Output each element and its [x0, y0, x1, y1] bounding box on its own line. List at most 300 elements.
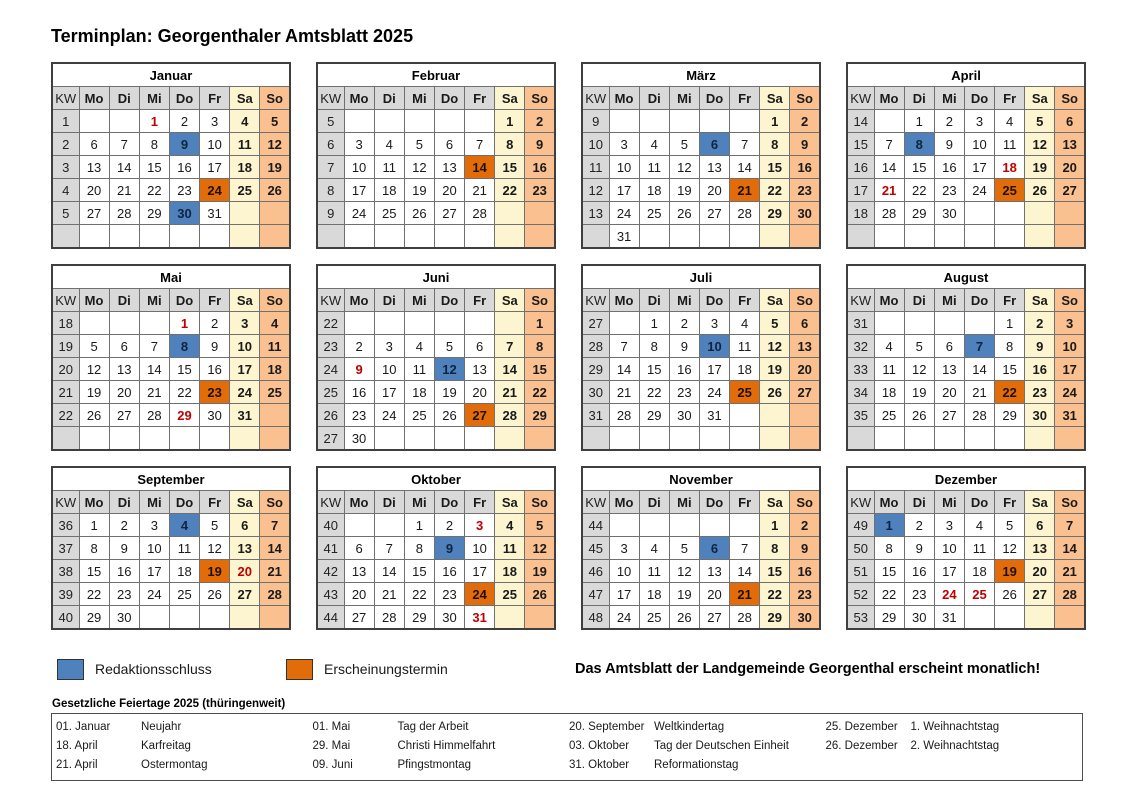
day-cell: 18	[169, 560, 199, 583]
day-cell: 27	[79, 202, 109, 225]
day-cell: 29	[995, 404, 1025, 427]
day-cell	[139, 427, 169, 451]
day-header-sa: Sa	[495, 87, 525, 110]
day-cell	[230, 202, 260, 225]
day-cell	[434, 225, 464, 249]
day-cell	[1055, 225, 1085, 249]
holiday-day-cell: 9	[344, 358, 374, 381]
day-cell	[404, 225, 434, 249]
day-cell: 24	[374, 404, 404, 427]
day-header-di: Di	[639, 289, 669, 312]
kw-cell: 36	[52, 514, 79, 537]
day-cell: 4	[995, 110, 1025, 133]
holiday-date: 01. Mai	[312, 721, 351, 733]
day-cell	[904, 427, 934, 451]
day-cell: 17	[964, 156, 994, 179]
day-cell	[730, 404, 760, 427]
day-cell: 16	[669, 358, 699, 381]
day-header-mo: Mo	[79, 491, 109, 514]
day-cell: 10	[230, 335, 260, 358]
day-cell: 17	[1055, 358, 1085, 381]
day-cell: 1	[525, 312, 555, 335]
day-header-mo: Mo	[609, 87, 639, 110]
kw-cell: 47	[582, 583, 609, 606]
day-cell: 5	[200, 514, 230, 537]
day-cell	[374, 514, 404, 537]
day-cell	[934, 312, 964, 335]
day-cell: 28	[874, 202, 904, 225]
day-cell: 19	[904, 381, 934, 404]
kw-cell: 4	[52, 179, 79, 202]
day-cell	[904, 312, 934, 335]
holiday-entry	[569, 756, 826, 775]
day-cell	[525, 606, 555, 630]
day-cell	[639, 514, 669, 537]
day-cell: 14	[374, 560, 404, 583]
kw-cell	[52, 427, 79, 451]
day-cell: 11	[639, 560, 669, 583]
day-cell: 2	[669, 312, 699, 335]
day-cell: 18	[730, 358, 760, 381]
day-cell: 28	[609, 404, 639, 427]
day-cell: 12	[200, 537, 230, 560]
day-cell	[260, 606, 290, 630]
day-cell	[609, 110, 639, 133]
day-cell	[465, 225, 495, 249]
holiday-column	[56, 718, 313, 775]
day-cell: 10	[1055, 335, 1085, 358]
deadline-day-cell: 30	[169, 202, 199, 225]
day-cell: 10	[344, 156, 374, 179]
day-header-do: Do	[699, 491, 729, 514]
deadline-day-cell: 9	[434, 537, 464, 560]
holiday-entry	[569, 718, 826, 737]
day-header-kw: KW	[582, 87, 609, 110]
kw-cell: 23	[317, 335, 344, 358]
day-cell: 11	[874, 358, 904, 381]
kw-cell: 20	[52, 358, 79, 381]
day-cell	[344, 312, 374, 335]
month-title: September	[52, 467, 290, 491]
holiday-name: Ostermontag	[141, 759, 208, 771]
day-cell	[730, 225, 760, 249]
day-header-mo: Mo	[609, 289, 639, 312]
day-cell: 8	[760, 537, 790, 560]
kw-cell: 44	[317, 606, 344, 630]
day-cell	[699, 225, 729, 249]
day-cell	[79, 110, 109, 133]
holiday-date: 18. April	[56, 740, 98, 752]
holiday-date: 25. Dezember	[825, 721, 898, 733]
day-cell: 13	[79, 156, 109, 179]
day-cell: 15	[874, 560, 904, 583]
kw-cell: 16	[847, 156, 874, 179]
day-cell: 7	[730, 537, 760, 560]
day-cell	[1055, 202, 1085, 225]
day-cell: 15	[169, 358, 199, 381]
month-title: Februar	[317, 63, 555, 87]
day-header-mi: Mi	[669, 491, 699, 514]
day-cell: 16	[200, 358, 230, 381]
day-cell: 3	[964, 110, 994, 133]
day-cell: 6	[1055, 110, 1085, 133]
day-header-mi: Mi	[139, 289, 169, 312]
day-header-kw: KW	[582, 289, 609, 312]
day-cell: 29	[79, 606, 109, 630]
day-cell: 26	[200, 583, 230, 606]
day-header-so: So	[790, 87, 820, 110]
day-cell	[495, 225, 525, 249]
day-header-di: Di	[374, 491, 404, 514]
day-cell	[730, 427, 760, 451]
day-header-do: Do	[169, 289, 199, 312]
publish-label: Erscheinungstermin	[324, 661, 448, 677]
day-cell: 15	[404, 560, 434, 583]
day-cell: 20	[465, 381, 495, 404]
day-cell: 12	[669, 156, 699, 179]
publish-day-cell: 24	[200, 179, 230, 202]
kw-cell: 12	[582, 179, 609, 202]
day-cell: 28	[139, 404, 169, 427]
day-cell: 4	[495, 514, 525, 537]
day-header-kw: KW	[847, 289, 874, 312]
day-cell: 5	[434, 335, 464, 358]
day-cell: 21	[139, 381, 169, 404]
kw-cell	[582, 225, 609, 249]
day-cell: 30	[790, 606, 820, 630]
day-cell: 1	[79, 514, 109, 537]
day-cell: 7	[465, 133, 495, 156]
day-cell: 23	[344, 404, 374, 427]
day-cell: 13	[699, 560, 729, 583]
holiday-name: Karfreitag	[141, 740, 191, 752]
day-cell: 30	[669, 404, 699, 427]
day-header-mi: Mi	[934, 87, 964, 110]
day-cell: 10	[465, 537, 495, 560]
day-cell: 16	[169, 156, 199, 179]
day-cell: 5	[79, 335, 109, 358]
day-cell: 8	[139, 133, 169, 156]
day-header-fr: Fr	[730, 87, 760, 110]
day-header-mo: Mo	[609, 491, 639, 514]
day-cell: 26	[404, 202, 434, 225]
kw-cell: 46	[582, 560, 609, 583]
day-cell: 16	[790, 560, 820, 583]
holiday-date: 03. Oktober	[569, 740, 630, 752]
day-cell: 19	[669, 179, 699, 202]
kw-cell: 44	[582, 514, 609, 537]
day-header-di: Di	[109, 87, 139, 110]
day-header-mo: Mo	[344, 491, 374, 514]
kw-cell: 9	[317, 202, 344, 225]
day-header-do: Do	[699, 87, 729, 110]
day-header-di: Di	[374, 87, 404, 110]
day-cell: 19	[760, 358, 790, 381]
holiday-entry	[313, 718, 570, 737]
holiday-entry	[56, 756, 313, 775]
day-cell: 17	[344, 179, 374, 202]
month-table-juli	[581, 264, 821, 451]
day-cell: 19	[260, 156, 290, 179]
day-cell: 28	[964, 404, 994, 427]
day-cell: 18	[495, 560, 525, 583]
kw-cell: 37	[52, 537, 79, 560]
holiday-entry	[56, 718, 313, 737]
day-cell	[730, 110, 760, 133]
day-cell: 14	[1055, 537, 1085, 560]
holiday-name: Pfingstmontag	[397, 759, 472, 771]
day-cell: 29	[904, 202, 934, 225]
deadline-day-cell: 1	[874, 514, 904, 537]
day-cell: 16	[904, 560, 934, 583]
kw-cell: 18	[847, 202, 874, 225]
day-cell: 3	[609, 133, 639, 156]
day-cell	[964, 225, 994, 249]
day-cell: 23	[525, 179, 555, 202]
day-cell	[374, 427, 404, 451]
day-header-fr: Fr	[730, 289, 760, 312]
day-header-so: So	[1055, 491, 1085, 514]
day-cell: 28	[465, 202, 495, 225]
day-cell: 14	[730, 156, 760, 179]
day-header-kw: KW	[582, 491, 609, 514]
day-cell: 2	[169, 110, 199, 133]
day-cell: 22	[404, 583, 434, 606]
kw-cell: 38	[52, 560, 79, 583]
day-cell: 15	[904, 156, 934, 179]
day-cell: 27	[790, 381, 820, 404]
holiday-day-cell: 31	[465, 606, 495, 630]
day-cell: 11	[730, 335, 760, 358]
legend	[51, 656, 1083, 682]
day-cell	[964, 202, 994, 225]
day-header-kw: KW	[317, 289, 344, 312]
kw-cell: 24	[317, 358, 344, 381]
day-cell: 3	[230, 312, 260, 335]
day-cell: 26	[904, 404, 934, 427]
day-cell	[790, 427, 820, 451]
day-cell: 6	[230, 514, 260, 537]
day-header-fr: Fr	[995, 289, 1025, 312]
day-cell: 8	[760, 133, 790, 156]
day-cell: 30	[904, 606, 934, 630]
holidays-box	[51, 713, 1083, 781]
holiday-entry	[313, 756, 570, 775]
day-header-do: Do	[964, 87, 994, 110]
day-header-sa: Sa	[495, 491, 525, 514]
publish-day-cell: 24	[465, 583, 495, 606]
holiday-date: 21. April	[56, 759, 98, 771]
day-cell: 25	[404, 404, 434, 427]
day-cell	[964, 312, 994, 335]
day-cell: 12	[904, 358, 934, 381]
day-cell: 17	[609, 179, 639, 202]
holiday-date: 26. Dezember	[825, 740, 898, 752]
day-cell: 17	[230, 358, 260, 381]
day-cell: 18	[874, 381, 904, 404]
day-cell: 8	[995, 335, 1025, 358]
day-cell: 5	[404, 133, 434, 156]
day-cell: 4	[639, 537, 669, 560]
day-header-so: So	[1055, 87, 1085, 110]
day-cell: 22	[79, 583, 109, 606]
day-cell: 25	[260, 381, 290, 404]
kw-cell: 11	[582, 156, 609, 179]
day-header-di: Di	[904, 289, 934, 312]
day-cell	[760, 404, 790, 427]
publish-day-cell: 21	[730, 583, 760, 606]
deadline-day-cell: 6	[699, 133, 729, 156]
day-cell	[609, 427, 639, 451]
day-cell: 4	[730, 312, 760, 335]
day-cell: 14	[874, 156, 904, 179]
kw-cell: 9	[582, 110, 609, 133]
day-cell: 21	[495, 381, 525, 404]
day-cell	[465, 427, 495, 451]
day-cell: 30	[934, 202, 964, 225]
month-table-april	[846, 62, 1086, 249]
day-cell	[669, 110, 699, 133]
day-cell: 17	[609, 583, 639, 606]
day-header-sa: Sa	[230, 87, 260, 110]
day-cell: 9	[109, 537, 139, 560]
day-cell: 28	[109, 202, 139, 225]
day-cell: 9	[669, 335, 699, 358]
day-cell: 21	[609, 381, 639, 404]
month-title: April	[847, 63, 1085, 87]
day-cell	[200, 606, 230, 630]
month-title: Juni	[317, 265, 555, 289]
publish-color-swatch	[286, 659, 313, 680]
day-cell	[404, 110, 434, 133]
day-cell: 25	[874, 404, 904, 427]
day-cell: 20	[79, 179, 109, 202]
day-cell: 23	[904, 583, 934, 606]
day-cell: 17	[465, 560, 495, 583]
holiday-name: 1. Weihnachtstag	[910, 721, 1000, 733]
day-cell: 2	[790, 514, 820, 537]
day-cell	[609, 312, 639, 335]
day-cell: 14	[109, 156, 139, 179]
holiday-day-cell: 3	[465, 514, 495, 537]
day-cell: 21	[1055, 560, 1085, 583]
day-cell: 5	[995, 514, 1025, 537]
kw-cell: 42	[317, 560, 344, 583]
day-cell: 7	[374, 537, 404, 560]
day-cell	[1025, 427, 1055, 451]
day-header-mi: Mi	[934, 289, 964, 312]
day-cell: 26	[760, 381, 790, 404]
day-cell: 13	[230, 537, 260, 560]
day-cell: 28	[374, 606, 404, 630]
day-cell	[344, 514, 374, 537]
day-header-sa: Sa	[760, 491, 790, 514]
day-cell: 27	[934, 404, 964, 427]
day-cell	[609, 514, 639, 537]
day-cell	[1025, 225, 1055, 249]
day-header-fr: Fr	[465, 491, 495, 514]
kw-cell: 52	[847, 583, 874, 606]
day-header-mo: Mo	[79, 289, 109, 312]
day-cell: 16	[525, 156, 555, 179]
day-header-mo: Mo	[79, 87, 109, 110]
holiday-column	[313, 718, 570, 775]
day-cell: 13	[344, 560, 374, 583]
day-header-sa: Sa	[1025, 289, 1055, 312]
day-cell: 15	[760, 560, 790, 583]
kw-cell: 8	[317, 179, 344, 202]
day-cell: 14	[730, 560, 760, 583]
day-cell	[669, 225, 699, 249]
day-cell	[434, 312, 464, 335]
day-cell: 16	[109, 560, 139, 583]
holiday-day-cell: 20	[230, 560, 260, 583]
day-cell: 30	[109, 606, 139, 630]
day-cell: 31	[699, 404, 729, 427]
day-cell: 6	[79, 133, 109, 156]
day-cell: 28	[495, 404, 525, 427]
day-cell	[139, 225, 169, 249]
day-cell: 19	[79, 381, 109, 404]
day-cell: 28	[730, 606, 760, 630]
kw-cell: 5	[317, 110, 344, 133]
day-header-mo: Mo	[874, 491, 904, 514]
day-cell: 19	[404, 179, 434, 202]
day-cell: 3	[344, 133, 374, 156]
holiday-day-cell: 1	[139, 110, 169, 133]
day-cell: 5	[669, 537, 699, 560]
day-cell	[230, 427, 260, 451]
holiday-date: 31. Oktober	[569, 759, 630, 771]
day-cell: 10	[609, 156, 639, 179]
day-cell: 6	[465, 335, 495, 358]
holiday-date: 01. Januar	[56, 721, 111, 733]
day-cell	[230, 225, 260, 249]
month-title: Dezember	[847, 467, 1085, 491]
day-cell: 19	[434, 381, 464, 404]
kw-cell: 14	[847, 110, 874, 133]
month-table-februar	[316, 62, 556, 249]
day-header-do: Do	[964, 491, 994, 514]
kw-cell: 7	[317, 156, 344, 179]
kw-cell: 19	[52, 335, 79, 358]
day-cell: 13	[1055, 133, 1085, 156]
day-cell: 12	[1025, 133, 1055, 156]
day-cell: 27	[230, 583, 260, 606]
day-cell: 9	[904, 537, 934, 560]
day-cell: 18	[639, 179, 669, 202]
holiday-date: 29. Mai	[312, 740, 351, 752]
day-cell	[495, 312, 525, 335]
day-header-kw: KW	[847, 87, 874, 110]
deadline-label: Redaktionsschluss	[95, 661, 212, 677]
day-cell	[260, 404, 290, 427]
month-title: Mai	[52, 265, 290, 289]
day-header-do: Do	[169, 491, 199, 514]
day-cell: 29	[874, 606, 904, 630]
day-header-mo: Mo	[874, 87, 904, 110]
kw-cell: 28	[582, 335, 609, 358]
day-cell	[874, 225, 904, 249]
day-header-do: Do	[434, 491, 464, 514]
month-table-dezember	[846, 466, 1086, 630]
calendar-grid	[51, 62, 1083, 630]
kw-cell: 21	[52, 381, 79, 404]
deadline-color-swatch	[57, 659, 84, 680]
day-cell: 24	[699, 381, 729, 404]
day-cell: 12	[995, 537, 1025, 560]
day-cell: 6	[790, 312, 820, 335]
